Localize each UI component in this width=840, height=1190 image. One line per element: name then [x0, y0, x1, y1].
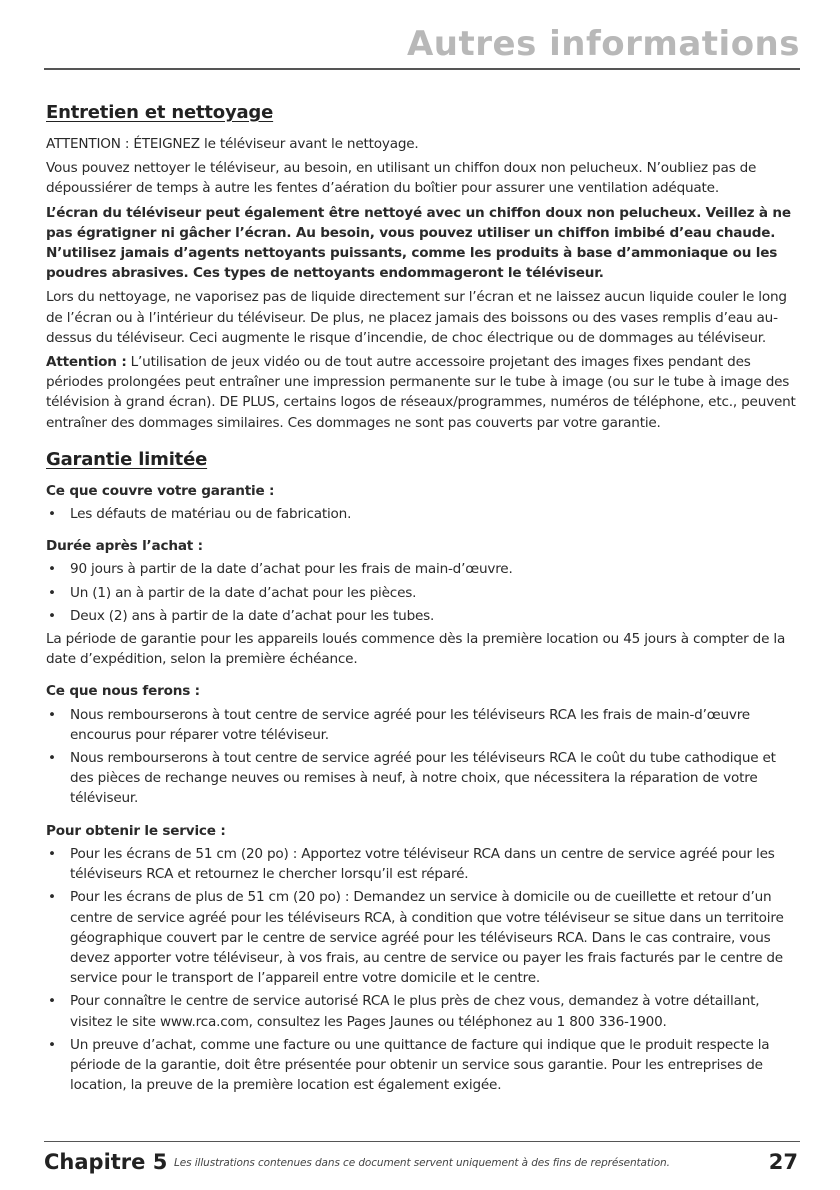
coverage-title: Ce que couvre votre garantie : [46, 482, 275, 499]
bullet-icon: • [48, 561, 56, 578]
image-burn-warning [46, 352, 798, 433]
list-item: • Les défauts de matériau ou de fabrication. [46, 504, 798, 524]
bullet-icon: • [48, 607, 56, 624]
chapter-label: Chapitre 5 [44, 1150, 168, 1174]
attention-label: Attention : [46, 354, 127, 371]
list-item: • Nous rembourserons à tout centre de service agréé pour les téléviseurs RCA les frais de main-d’œuvre encourus pour réparer votre téléviseur. [48, 706, 750, 743]
list-item: • Pour les écrans de 51 cm (20 po) : Apportez votre téléviseur RCA dans un centre de service agréé pour les téléviseurs RCA et retournez le chercher lorsqu’il est réparé. [48, 845, 775, 883]
bullet-icon: • [48, 993, 56, 1010]
footer-disclaimer: Les illustrations contenues dans ce document servent uniquement à des fins de représentation. [174, 1157, 670, 1169]
section-heading-maintenance: Entretien et nettoyage [46, 102, 274, 123]
image-burn-text: L’utilisation de jeux vidéo ou de tout autre accessoire projetant des images fixes pendant des périodes prolongées peut entraîner une impression permanente sur le tube à image (ou sur le tube à image des télévision à grand écran). DE PLUS, certains logos de réseaux/programmes, numéros de téléphone, etc., peuvent entraîner des dommages similaires. Ces dommages ne sont pas couverts par votre garantie. [46, 354, 796, 431]
page-content [46, 102, 798, 1095]
rental-note: La période de garantie pour les appareils loués commence dès la première location ou 45 jours à compter de la date d’expédition, selon la première échéance. [46, 631, 786, 668]
list-item: • Pour connaître le centre de service autorisé RCA le plus près de chez vous, demandez à votre détaillant, visitez le site www.rca.com, consultez les Pages Jaunes ou téléphonez au 1 800 336-1900. [48, 993, 760, 1030]
bullet-icon: • [48, 584, 56, 601]
coverage-list [46, 504, 798, 524]
page-title: Autres informations [406, 24, 800, 64]
bullet-icon: • [48, 706, 56, 723]
duration-title: Durée après l’achat : [46, 538, 203, 555]
bullet-icon: • [48, 1036, 56, 1053]
what-we-do-list [46, 705, 798, 809]
footer [44, 1150, 798, 1180]
list-item: • Un preuve d’achat, comme une facture ou une quittance de facture qui indique que le produit respecte la période de la garantie, doit être présentée pour obtenir un service sous garantie. Pour les entreprises de location, la preuve de la première location est également exigée. [48, 1036, 770, 1094]
header-divider [44, 68, 800, 70]
list-item: • Un (1) an à partir de la date d’achat pour les pièces. [46, 583, 798, 603]
service-title: Pour obtenir le service : [46, 822, 226, 839]
cleaning-paragraph-1: Vous pouvez nettoyer le téléviseur, au besoin, en utilisant un chiffon doux non pelucheux. N’oubliez pas de dépoussiérer de temps à autre les fentes d’aération du boîtier pour assurer une ventilation adéquate. [46, 160, 757, 197]
what-we-do-title: Ce que nous ferons : [46, 683, 200, 700]
footer-divider [44, 1141, 800, 1142]
cleaning-paragraph-3: Lors du nettoyage, ne vaporisez pas de liquide directement sur l’écran et ne laissez aucun liquide couler le long de l’écran ou à l’intérieur du téléviseur. De plus, ne placez jamais des boissons ou des vases remplis d’eau au-dessus du téléviseur. Ceci augmente le risque d’incendie, de choc électrique ou de dommages au téléviseur. [46, 289, 787, 346]
list-item: • Nous rembourserons à tout centre de service agréé pour les téléviseurs RCA le coût du tube cathodique et des pièces de rechange neuves ou remises à neuf, à notre choix, que nécessitera la réparation de votre téléviseur. [48, 750, 776, 807]
list-item: • Pour les écrans de plus de 51 cm (20 po) : Demandez un service à domicile ou de cueillette et retour d’un centre de service agréé pour les téléviseurs RCA, à condition que votre téléviseur se situe dans un territoire géographique couvert par le centre de service agréé pour les téléviseurs RCA. Dans le cas contraire, vous devez apporter votre téléviseur, à vos frais, au centre de service ou payer les frais facturés par le centre de service pour le transport de l’appareil entre votre domicile et le centre. [48, 889, 784, 987]
bullet-icon: • [48, 889, 56, 906]
duration-list [46, 559, 798, 626]
service-list [46, 844, 798, 1095]
bullet-icon: • [48, 750, 56, 767]
list-item: • 90 jours à partir de la date d’achat pour les frais de main-d’œuvre. [46, 559, 798, 579]
list-item: • Deux (2) ans à partir de la date d’achat pour les tubes. [46, 606, 798, 626]
cleaning-paragraph-2: L’écran du téléviseur peut également être nettoyé avec un chiffon doux non pelucheux. Veillez à ne pas égratigner ni gâcher l’écran. Au besoin, vous pouvez utiliser un chiffon imbibé d’eau chaude. N’utilisez jamais d’agents nettoyants puissants, comme les produits à base d’ammoniaque ou les poudres abrasives. Ces types de nettoyants endommageront le téléviseur. [46, 204, 791, 282]
bullet-icon: • [48, 506, 56, 523]
cleaning-warning: ATTENTION : ÉTEIGNEZ le téléviseur avant le nettoyage. [46, 136, 419, 152]
section-heading-warranty: Garantie limitée [46, 448, 208, 470]
page-number: 27 [768, 1150, 798, 1174]
bullet-icon: • [48, 845, 56, 862]
